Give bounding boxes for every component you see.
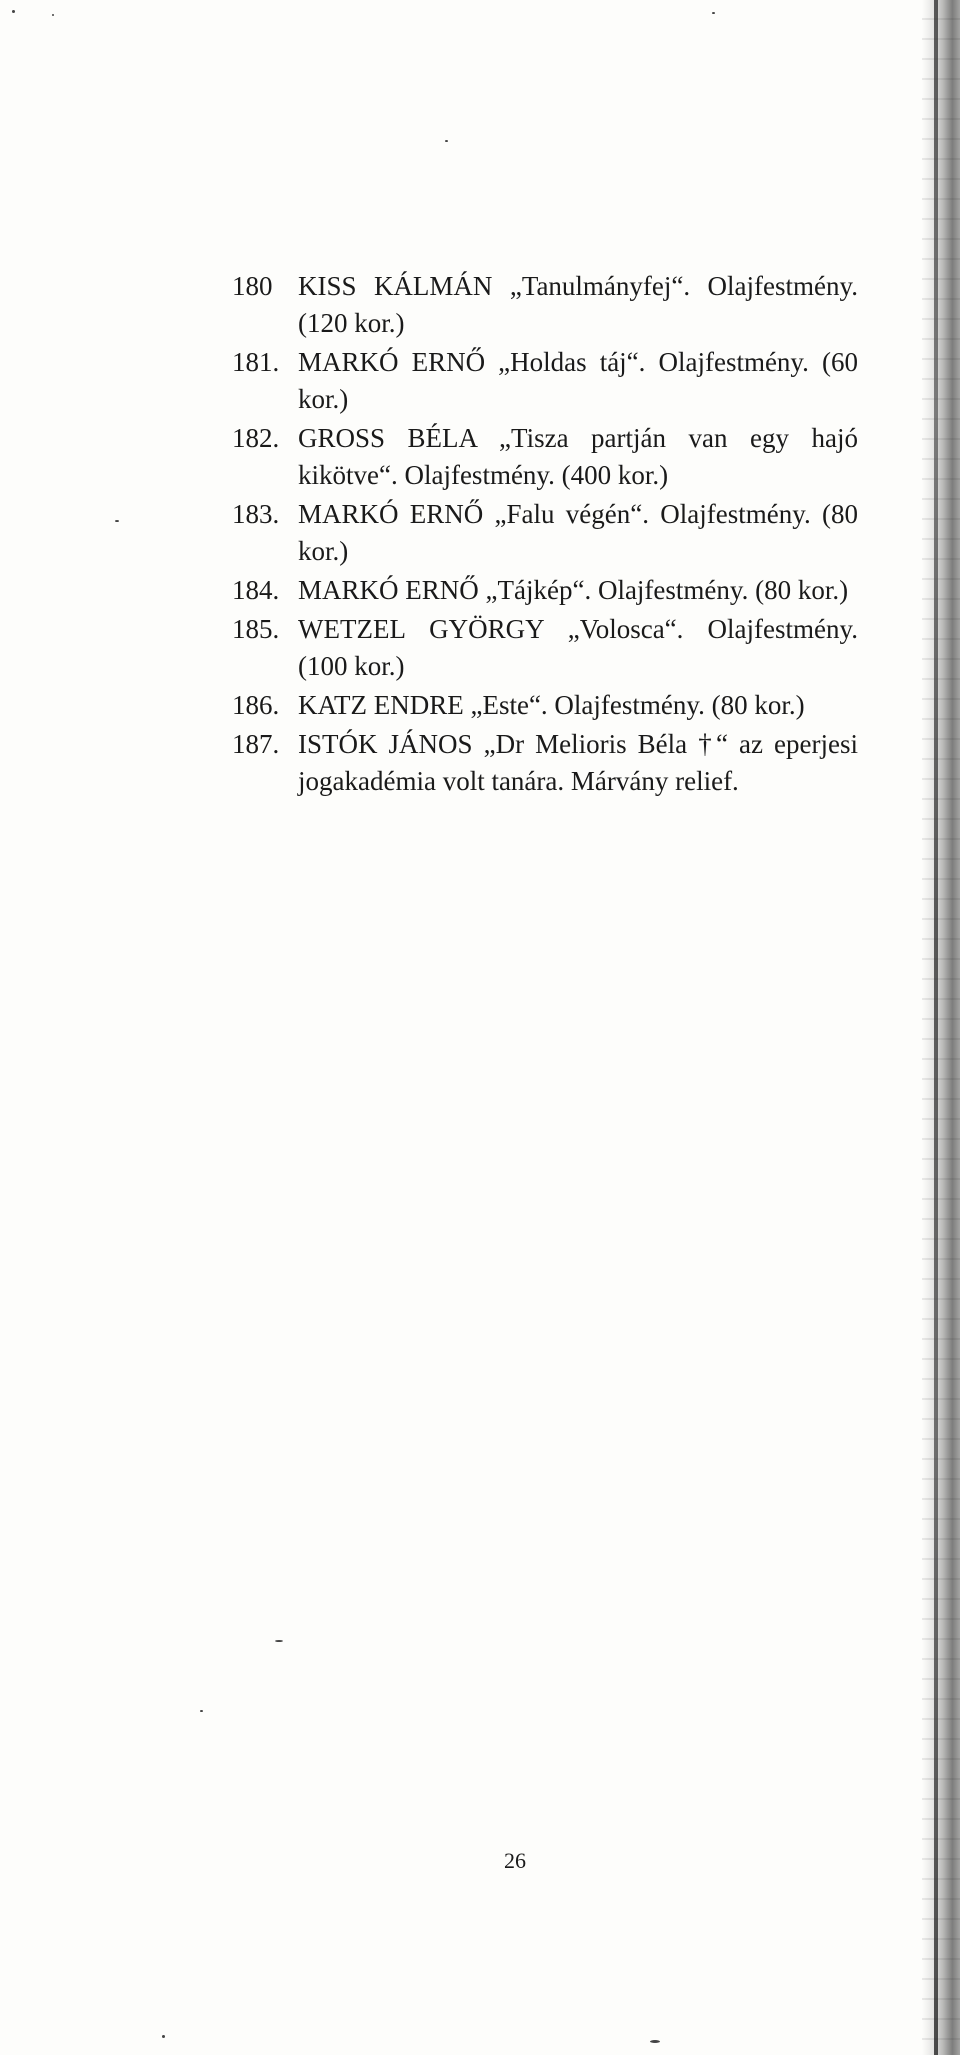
entry-number: 184.	[232, 575, 280, 605]
entry-text: GROSS BÉLA „Tisza partján van egy hajó kikötve“. Olajfestmény. (400 kor.)	[298, 423, 858, 490]
entry-text: MARKÓ ERNŐ „Falu végén“. Olajfestmény. (80 kor.)	[298, 499, 858, 566]
catalog-entry-182	[232, 420, 858, 494]
catalog-list	[232, 268, 858, 802]
catalog-entry-187	[232, 726, 858, 800]
entry-text: WETZEL GYÖRGY „Volosca“. Olajfestmény. (100 kor.)	[298, 614, 858, 681]
catalog-entry-181	[232, 344, 858, 418]
binding-edge-line	[934, 0, 938, 2055]
binding-edge-shadow	[922, 0, 960, 2055]
entry-text: MARKÓ ERNŐ „Holdas táj“. Olajfestmény. (60 kor.)	[298, 347, 858, 414]
catalog-entry-185	[232, 611, 858, 685]
entry-number: 183.	[232, 499, 280, 529]
entry-number: 185.	[232, 614, 280, 644]
entry-text: KISS KÁLMÁN „Tanulmányfej“. Olajfestmény. (120 kor.)	[298, 271, 858, 338]
catalog-entry-186	[232, 687, 858, 724]
catalog-entry-180	[232, 268, 858, 342]
scan-speck	[200, 1710, 203, 1712]
scan-speck	[712, 12, 715, 14]
scan-speck	[162, 2035, 165, 2038]
entry-number: 182.	[232, 423, 280, 453]
scan-speck	[115, 520, 119, 522]
catalog-entry-184	[232, 572, 858, 609]
entry-number: 181.	[232, 347, 280, 377]
scan-speck	[275, 1640, 283, 1642]
entry-number: 180	[232, 271, 273, 301]
scan-speck	[445, 140, 448, 142]
scan-speck	[650, 2040, 660, 2043]
entry-number: 187.	[232, 729, 280, 759]
entry-text: KATZ ENDRE „Este“. Olajfestmény. (80 kor.)	[298, 690, 805, 720]
entry-text: MARKÓ ERNŐ „Tájkép“. Olajfestmény. (80 kor.)	[298, 575, 849, 605]
page-number: 26	[504, 1848, 526, 1873]
catalog-entry-183	[232, 496, 858, 570]
scan-speck	[12, 10, 15, 13]
entry-number: 186.	[232, 690, 280, 720]
entry-text: ISTÓK JÁNOS „Dr Melioris Béla †“ az eperjesi jogakadémia volt tanára. Márvány relief.	[298, 729, 858, 796]
scan-speck	[52, 14, 54, 16]
